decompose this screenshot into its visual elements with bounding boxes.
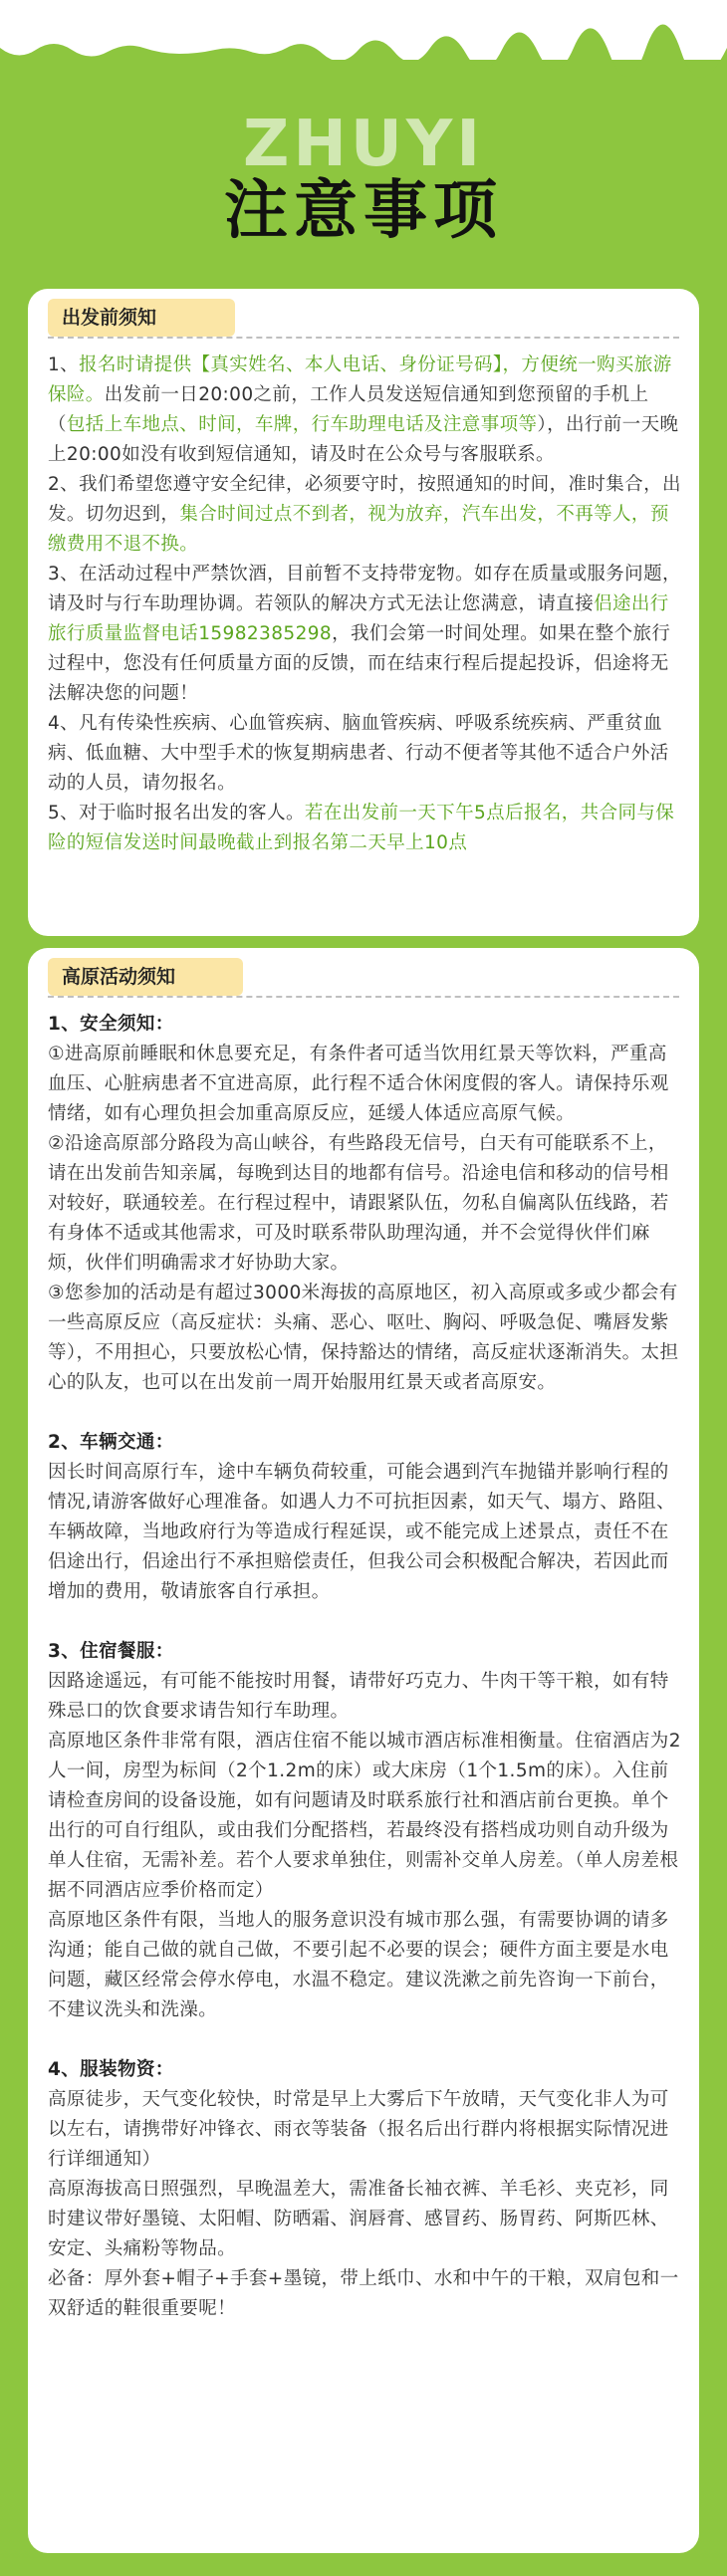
card-plateau-notice [28, 948, 699, 2553]
wave-decoration [0, 0, 727, 80]
dashed-divider [48, 996, 679, 998]
safety-item-3: ③您参加的活动是有超过3000米海拔的高原地区，初入高原或多或少都会有一些高原反应（高反症状：头痛、恶心、呕吐、胸闷、呼吸急促、嘴唇发紫等），不用担心，只要放松心情，保持豁达的情绪，高反症状逐渐消失。太担心的队友，也可以在出发前一周开始服用红景天或者高原安。 [48, 1283, 679, 1393]
clothing-text-1: 高原徒步，天气变化较快，时常是早上大雾后下午放晴，天气变化非人为可以左右，请携带好冲锋衣、雨衣等装备（报名后出行群内将根据实际情况进行详细通知） [48, 2089, 669, 2170]
dashed-divider [48, 337, 679, 339]
departure-notice-text [48, 351, 681, 858]
page-title: 注意事项 [224, 174, 503, 248]
header-bg-text: ZHUYI [242, 108, 485, 181]
section-label-departure: 出发前须知 [48, 299, 235, 337]
card-departure-notice [28, 289, 699, 936]
lodging-text-2: 高原地区条件非常有限，酒店住宿不能以城市酒店标准相衡量。住宿酒店为2人一间，房型为标间（2个1.2m的床）或大床房（1个1.5m的床）。入住前请检查房间的设备设施，如有问题请及时联系旅行社和酒店前台更换。单个出行的可自行组队，或由我们分配搭档，若最终没有搭档成功则自动升级为单人住宿，无需补差。若个人要求单独住，则需补交单人房差。（单人房差根据不同酒店应季价格而定） [48, 1731, 681, 1901]
safety-heading: 1、安全须知： [48, 1014, 174, 1035]
notice-item-2: 2、我们希望您遵守安全纪律，必须要守时，按照通知的时间，准时集合，出发。切勿迟到，集合时间过点不到者，视为放弃，汽车出发，不再等人，预缴费用不退不换。 [48, 474, 681, 555]
clothing-text-2: 高原海拔高日照强烈，早晚温差大，需准备长袖衣裤、羊毛衫、夹克衫，同时建议带好墨镜、太阳帽、防晒霜、润唇膏、感冒药、肠胃药、阿斯匹林、安定、头痛粉等物品。 [48, 2179, 669, 2259]
notice-item-4: 4、凡有传染性疾病、心血管疾病、脑血管疾病、呼吸系统疾病、严重贫血病、低血糖、大中型手术的恢复期病患者、行动不便者等其他不适合户外活动的人员，请勿报名。 [48, 713, 669, 794]
vehicle-heading: 2、车辆交通： [48, 1432, 174, 1453]
lodging-text-3: 高原地区条件有限，当地人的服务意识没有城市那么强，有需要协调的请多沟通；能自己做的就自己做，不要引起不必要的误会；硬件方面主要是水电问题，藏区经常会停水停电，水温不稳定。建议洗漱之前先咨询一下前台，不建议洗头和洗澡。 [48, 1910, 669, 2020]
lodging-heading: 3、住宿餐服： [48, 1641, 174, 1662]
vehicle-text: 因长时间高原行车，途中车辆负荷较重，可能会遇到汽车抛锚并影响行程的情况,请游客做好心理准备。如遇人力不可抗拒因素，如天气、塌方、路阻、车辆故障，当地政府行为等造成行程延误，或不能完成上述景点，责任不在侣途出行，侣途出行不承担赔偿责任，但我公司会积极配合解决，若因此而增加的费用，敬请旅客自行承担。 [48, 1462, 675, 1602]
section-label-plateau: 高原活动须知 [48, 958, 243, 996]
notice-item-3: 3、在活动过程中严禁饮酒，目前暂不支持带宠物。如存在质量或服务问题，请及时与行车助理协调。若领队的解决方式无法让您满意，请直接侣途出行旅行质量监督电话15982385298，我们会第一时间处理。如果在整个旅行过程中，您没有任何质量方面的反馈，而在结束行程后提起投诉，侣途将无法解决您的问题！ [48, 564, 681, 704]
notice-item-5: 5、对于临时报名出发的客人。若在出发前一天下午5点后报名，共合同与保险的短信发送时间最晚截止到报名第二天早上10点 [48, 803, 675, 853]
notice-item-1: 1、报名时请提供【真实姓名、本人电话、身份证号码】，方便统一购买旅游保险。出发前一日20:00之前，工作人员发送短信通知到您预留的手机上（包括上车地点、时间，车牌，行车助理电话及注意事项等），出行前一天晚上20:00如没有收到短信通知，请及时在公众号与客服联系。 [48, 354, 679, 465]
plateau-notice-text [48, 1010, 681, 2324]
lodging-text-1: 因路途遥远，有可能不能按时用餐，请带好巧克力、牛肉干等干粮，如有特殊忌口的饮食要求请告知行车助理。 [48, 1671, 669, 1722]
clothing-heading: 4、服装物资： [48, 2059, 174, 2080]
safety-item-2: ②沿途高原部分路段为高山峡谷，有些路段无信号，白天有可能联系不上，请在出发前告知亲属，每晚到达目的地都有信号。沿途电信和移动的信号相对较好，联通较差。在行程过程中，请跟紧队伍，勿私自偏离队伍线路，若有身体不适或其他需求，可及时联系带队助理沟通，并不会觉得伙伴们麻烦，伙伴们明确需求才好协助大家。 [48, 1133, 669, 1274]
safety-item-1: ①进高原前睡眠和休息要充足，有条件者可适当饮用红景天等饮料，严重高血压、心脏病患者不宜进高原，此行程不适合休闲度假的客人。请保持乐观情绪，如有心理负担会加重高原反应，延缓人体适应高原气候。 [48, 1044, 669, 1124]
clothing-text-3: 必备：厚外套+帽子+手套+墨镜，带上纸巾、水和中午的干粮，双肩包和一双舒适的鞋很重要呢！ [48, 2268, 679, 2319]
